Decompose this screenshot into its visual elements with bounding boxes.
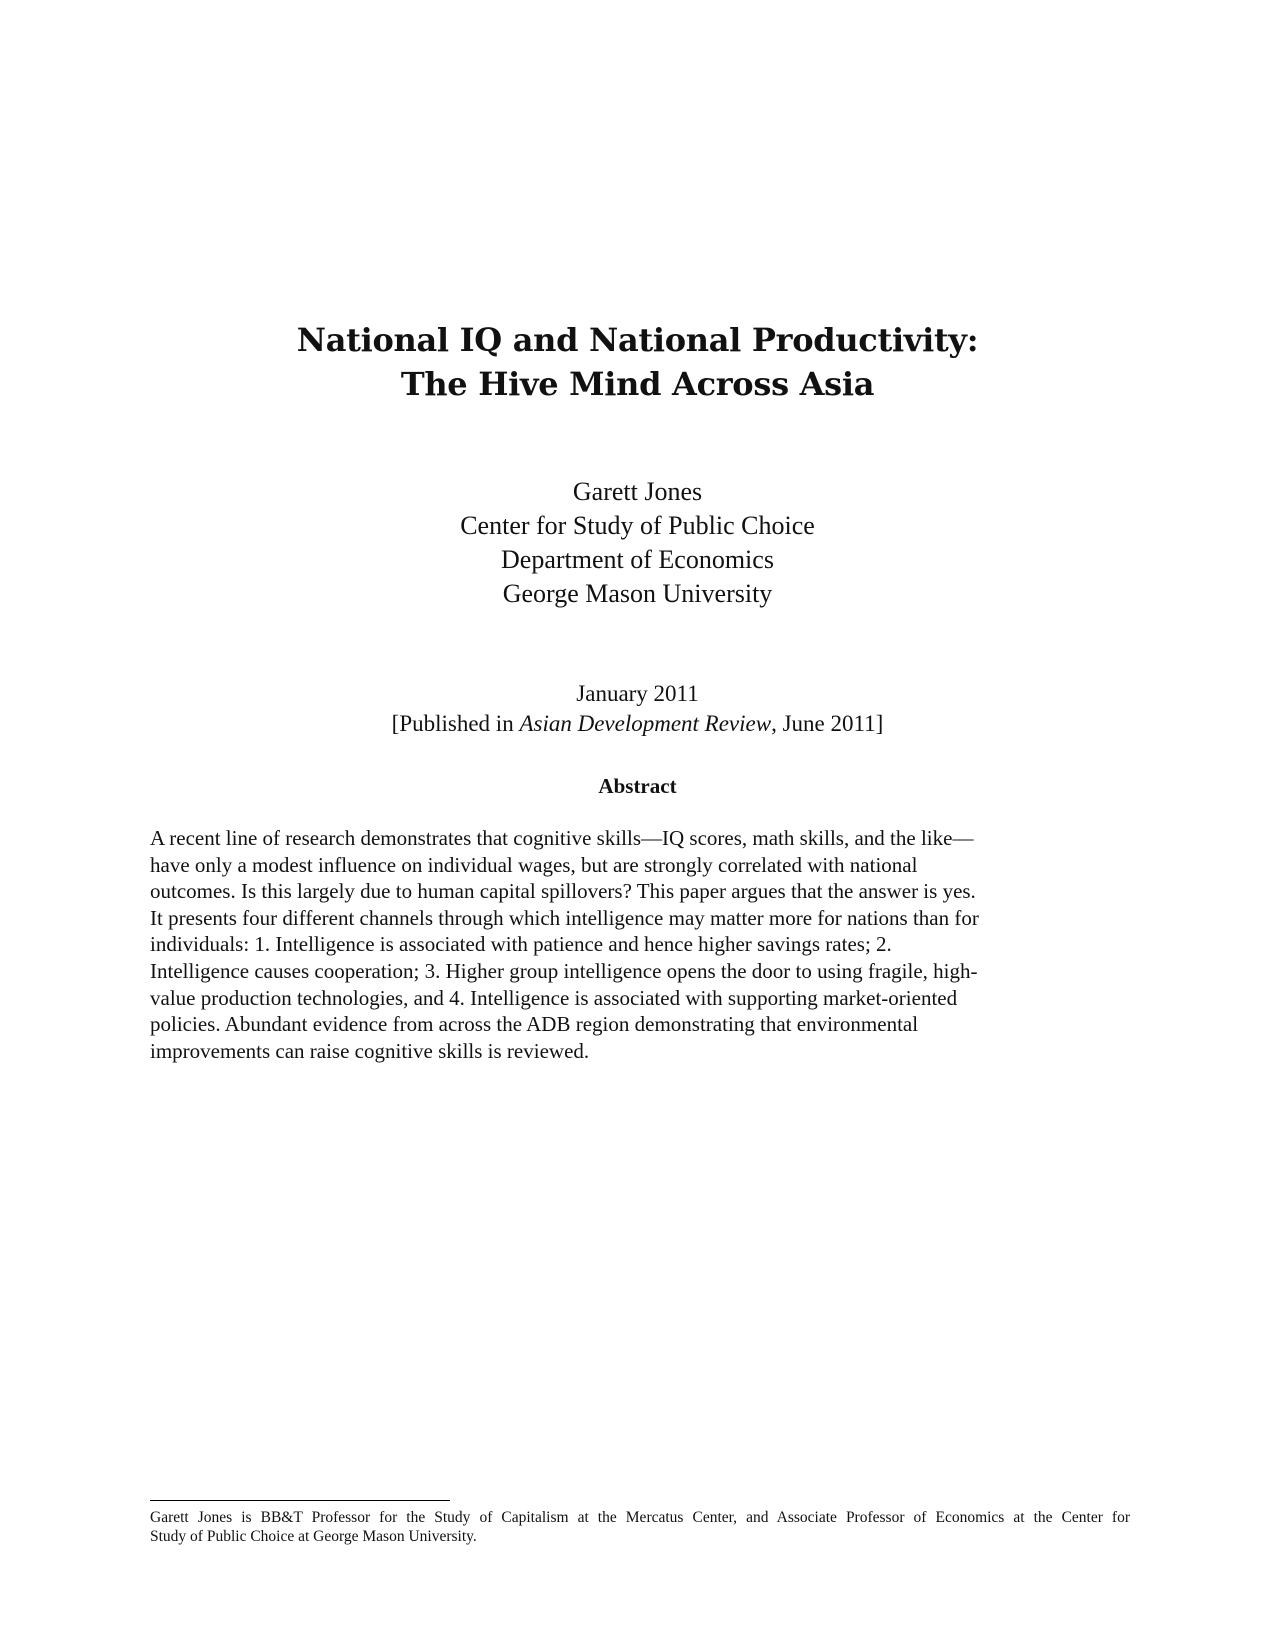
abstract-line: have only a modest influence on individual wages, but are strongly correlated with national bbox=[150, 852, 918, 877]
abstract-line: policies. Abundant evidence from across the ADB region demonstrating that environmental bbox=[150, 1012, 919, 1037]
author-block bbox=[0, 475, 1275, 611]
date-block bbox=[0, 679, 1275, 739]
title-line-2: The Hive Mind Across Asia bbox=[400, 365, 875, 403]
abstract-line: value production technologies, and 4. Intelligence is associated with supporting market-oriented bbox=[150, 985, 958, 1010]
author-name: Garett Jones bbox=[572, 477, 703, 506]
publication-note bbox=[0, 709, 1275, 739]
abstract-line: A recent line of research demonstrates that cognitive skills—IQ scores, math skills, and the like— bbox=[150, 826, 974, 850]
paper-title bbox=[0, 318, 1275, 406]
author-affiliation-department: Department of Economics bbox=[501, 545, 774, 574]
abstract-body bbox=[150, 825, 1130, 1064]
author-affiliation-center: Center for Study of Public Choice bbox=[460, 511, 815, 540]
abstract-line: individuals: 1. Intelligence is associated with patience and hence higher savings rates; 2. bbox=[150, 932, 892, 957]
abstract-line: Intelligence causes cooperation; 3. Higher group intelligence opens the door to using fragile, high- bbox=[150, 958, 978, 983]
title-line-1: National IQ and National Productivity: bbox=[296, 321, 979, 359]
footnote-line-1: Garett Jones is BB&T Professor for the Study of Capitalism at the Mercatus Center, and Associate Professor of Economics at the Center for bbox=[150, 1509, 1130, 1526]
publication-date: January 2011 bbox=[576, 681, 699, 706]
author-affiliation-university: George Mason University bbox=[502, 579, 773, 608]
abstract-line: improvements can raise cognitive skills is reviewed. bbox=[150, 1038, 590, 1063]
abstract-line: outcomes. Is this largely due to human capital spillovers? This paper argues that the answer is yes. bbox=[150, 879, 976, 904]
journal-name: Asian Development Review bbox=[519, 711, 772, 736]
publication-prefix: [Published in bbox=[391, 711, 520, 736]
abstract-line: It presents four different channels through which intelligence may matter more for nations than for bbox=[150, 905, 979, 930]
publication-suffix: , June 2011] bbox=[771, 711, 884, 736]
footnote-line-2: Study of Public Choice at George Mason University. bbox=[150, 1528, 477, 1545]
abstract-heading: Abstract bbox=[598, 774, 677, 798]
footnote-separator bbox=[150, 1500, 450, 1501]
footnote bbox=[150, 1508, 1130, 1546]
